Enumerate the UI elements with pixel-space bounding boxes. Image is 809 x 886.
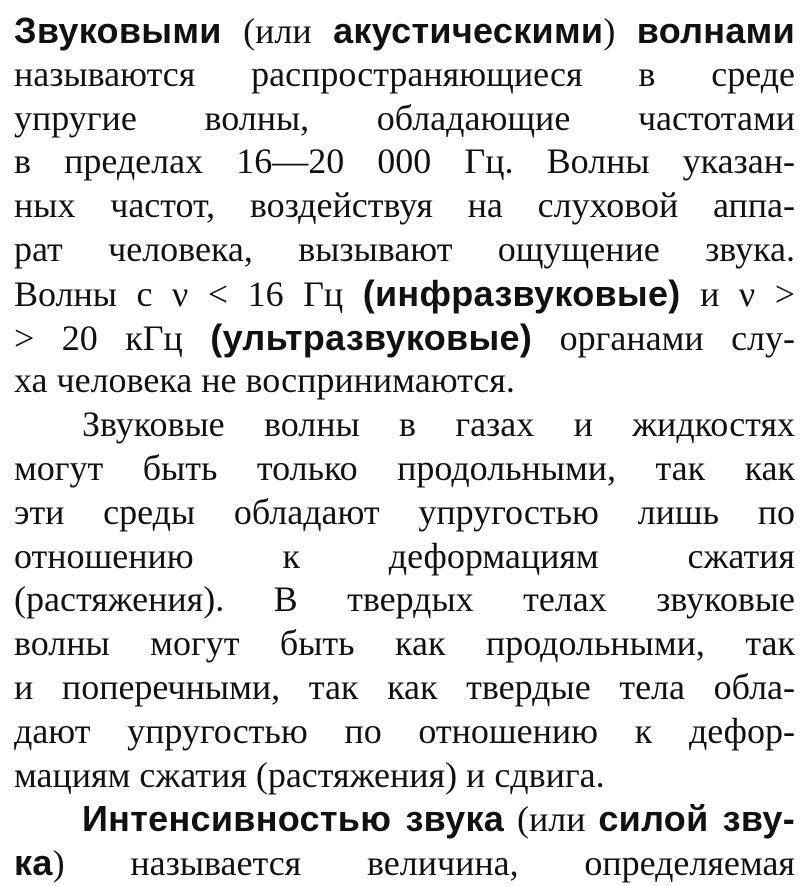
text-run: (или — [504, 799, 599, 840]
text-run: ) — [603, 11, 637, 51]
text-line — [14, 359, 795, 403]
bold-term: ка — [14, 842, 53, 884]
text-line — [14, 622, 795, 666]
text-line — [14, 316, 795, 360]
bold-term: акустическими — [333, 10, 604, 51]
text-run: могут быть только продольными, так как — [14, 447, 795, 488]
text-run: ) называется величина, определяемая — [52, 843, 795, 884]
bold-term: Интенсивностью звука — [82, 798, 505, 840]
text-line — [14, 53, 795, 97]
paragraph-p1 — [14, 9, 795, 403]
text-line — [14, 666, 795, 710]
text-run: Звуковые волны в газах и жидкостях — [82, 404, 795, 445]
text-run: рат человека, вызывают ощущение звука. — [14, 228, 795, 269]
text-run: Волны с ν < 16 Гц — [14, 273, 363, 314]
text-run: в пределах 16—20 000 Гц. Волны указан- — [14, 141, 795, 182]
text-run: дают упругостью по отношению к дефор- — [14, 710, 795, 751]
bold-term: (инфразвуковые) — [362, 272, 681, 314]
text-body — [14, 9, 795, 885]
text-line — [14, 272, 795, 316]
text-line — [14, 140, 795, 184]
text-line — [14, 710, 795, 754]
bold-term: силой зву- — [598, 798, 796, 840]
text-line — [14, 447, 795, 491]
text-run: ных частот, воздействуя на слуховой аппа- — [14, 185, 795, 226]
text-line — [14, 228, 795, 272]
bold-term: волнами — [636, 10, 795, 51]
text-line — [14, 578, 795, 622]
paragraph-p2 — [14, 403, 795, 797]
text-line — [14, 184, 795, 228]
text-line — [14, 97, 795, 141]
text-line — [14, 403, 795, 447]
text-run: и поперечными, так как твердые тела обла- — [14, 666, 795, 707]
text-line — [14, 9, 795, 53]
text-run: ха человека не воспринимаются. — [14, 360, 515, 401]
text-run: > 20 кГц — [14, 317, 211, 358]
text-line — [14, 754, 795, 798]
text-line — [14, 535, 795, 579]
bold-term: (ультразвуковые) — [210, 316, 533, 358]
text-run: называются распространяющиеся в среде — [14, 53, 795, 94]
text-run: мациям сжатия (растяжения) и сдвига. — [14, 754, 605, 795]
text-line — [14, 491, 795, 535]
text-line — [14, 841, 795, 885]
text-run: органами слу- — [532, 317, 796, 358]
text-run: (или — [221, 11, 334, 51]
text-run: волны могут быть как продольными, так — [14, 623, 795, 664]
text-line — [14, 797, 795, 841]
text-run: эти среды обладают упругостью лишь по — [14, 491, 795, 532]
paragraph-p3 — [14, 797, 795, 885]
text-run: отношению к деформациям сжатия — [14, 535, 795, 576]
text-run: упругие волны, обладающие частотами — [14, 97, 795, 138]
text-run: и ν > — [680, 273, 795, 314]
text-run: (растяжения). В твердых телах звуковые — [14, 579, 795, 620]
bold-term: Звуковыми — [14, 10, 222, 51]
